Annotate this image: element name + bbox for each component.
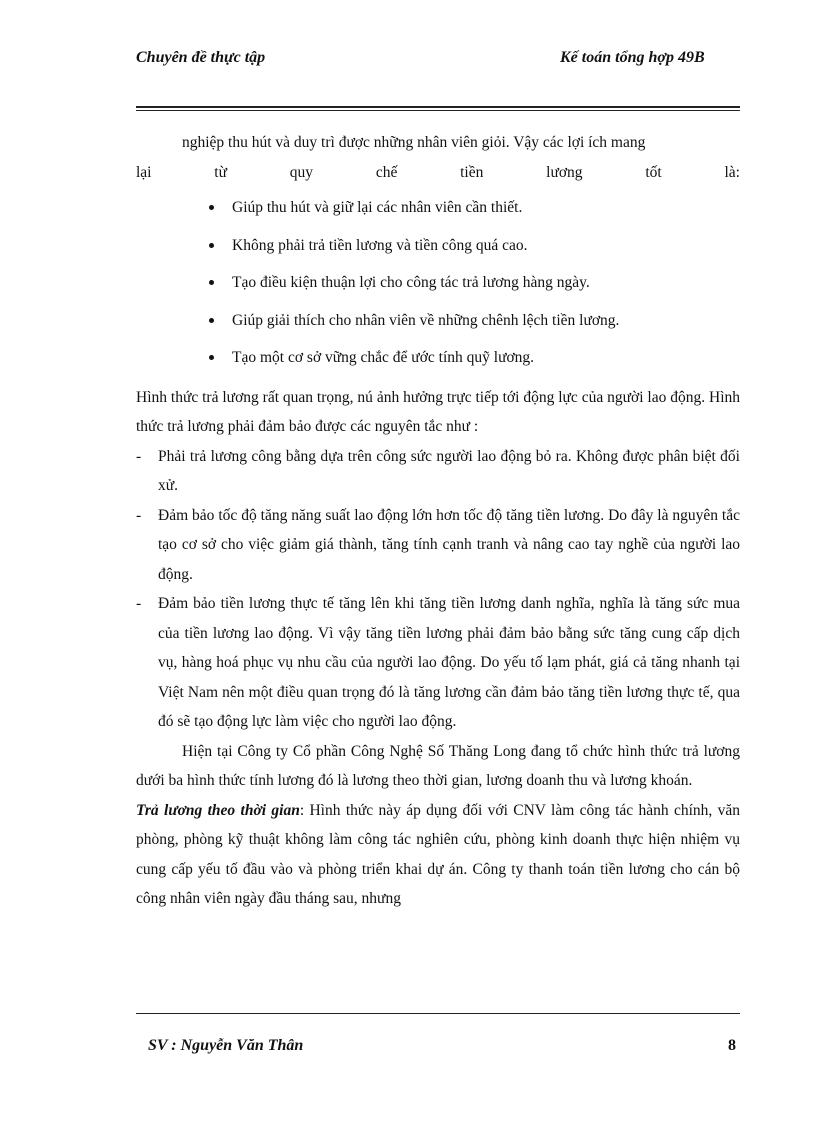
bullet-icon bbox=[209, 355, 214, 360]
company-paragraph: Hiện tại Công ty Cổ phần Công Nghệ Số Thăng Long đang tổ chức hình thức trả lương dưới ba hình thức tính lương đó là lương theo thời gian, lương doanh thu và lương khoán. bbox=[136, 742, 740, 789]
principle-item bbox=[136, 589, 740, 737]
principle-item bbox=[136, 442, 740, 501]
principles-intro: Hình thức trả lương rất quan trọng, nú ảnh hưởng trực tiếp tới động lực của người lao động. Hình thức trả lương phải đảm bảo được các nguyên tắc như : bbox=[136, 388, 740, 435]
principle-text: Phải trả lương công bằng dựa trên công sức người lao động bỏ ra. Không được phân biệt đối xử. bbox=[158, 447, 740, 494]
header-rule-thick bbox=[136, 106, 740, 108]
dash-marker: - bbox=[136, 447, 142, 465]
principle-text: Đảm bảo tốc độ tăng năng suất lao động lớn hơn tốc độ tăng tiền lương. Do đây là nguyên tắc tạo cơ sở cho việc giảm giá thành, tăng tính cạnh tranh và nâng cao tay nghề của người lao động. bbox=[158, 506, 740, 583]
bullet-icon bbox=[209, 280, 214, 285]
list-item-text: Giúp giải thích cho nhân viên về những chênh lệch tiền lương. bbox=[232, 311, 620, 329]
dash-marker: - bbox=[136, 506, 142, 524]
footer-rule bbox=[136, 1013, 740, 1014]
page-number: 8 bbox=[728, 1037, 736, 1054]
list-item-text: Không phải trả tiền lương và tiền công quá cao. bbox=[232, 236, 528, 254]
list-item bbox=[136, 189, 740, 227]
time-wage-text: : Hình thức này áp dụng đối với CNV làm công tác hành chính, văn phòng, phòng kỹ thuật không làm công tác nghiên cứu, phòng kinh doanh thực hiện nhiệm vụ cung cấp yếu tố đầu vào và phòng triển khai dự án. Công ty thanh toán tiền lương cho cán bộ công nhân viên ngày đầu tháng sau, nhưng bbox=[136, 801, 740, 907]
list-item-text: Tạo một cơ sở vững chắc để ước tính quỹ lương. bbox=[232, 349, 535, 366]
footer-student-name: SV : Nguyễn Văn Thân bbox=[148, 1037, 304, 1054]
list-item bbox=[136, 302, 740, 340]
intro-line-2: lại từ quy chế tiền lương tốt là: bbox=[136, 163, 740, 181]
header-title-left: Chuyên đề thực tập bbox=[136, 49, 266, 66]
list-item bbox=[136, 339, 740, 377]
principle-text: Đảm bảo tiền lương thực tế tăng lên khi tăng tiền lương danh nghĩa, nghĩa là tăng sức mua của tiền lương lao động. Vì vậy tăng tiền lương phải đảm bảo bằng sức tăng cung cấp dịch vụ, hàng hoá phục vụ nhu cầu của người lao động. Do yếu tố lạm phát, giá cả tăng nhanh tại Việt Nam nên một điều quan trọng đó là tăng lương cần đảm bảo tăng tiền lương thực tế, qua đó sẽ tạo động lực làm việc cho người lao động. bbox=[158, 595, 740, 730]
intro-line-1: nghiệp thu hút và duy trì được những nhân viên giỏi. Vậy các lợi ích mang bbox=[182, 134, 646, 151]
bullet-icon bbox=[209, 205, 214, 210]
list-item bbox=[136, 227, 740, 265]
bullet-icon bbox=[209, 318, 214, 323]
header-rule-thin bbox=[136, 110, 740, 111]
dash-marker: - bbox=[136, 595, 142, 612]
time-wage-paragraph bbox=[136, 796, 740, 914]
list-item-text: Tạo điều kiện thuận lợi cho công tác trả lương hàng ngày. bbox=[232, 274, 590, 291]
header-title-right: Kế toán tổng hợp 49B bbox=[560, 49, 705, 66]
principle-item bbox=[136, 501, 740, 590]
benefits-list bbox=[136, 189, 740, 377]
list-item-text: Giúp thu hút và giữ lại các nhân viên cần thiết. bbox=[232, 199, 523, 216]
list-item bbox=[136, 264, 740, 302]
time-wage-label: Trả lương theo thời gian bbox=[136, 801, 300, 819]
page-body bbox=[136, 128, 740, 914]
bullet-icon bbox=[209, 243, 214, 248]
